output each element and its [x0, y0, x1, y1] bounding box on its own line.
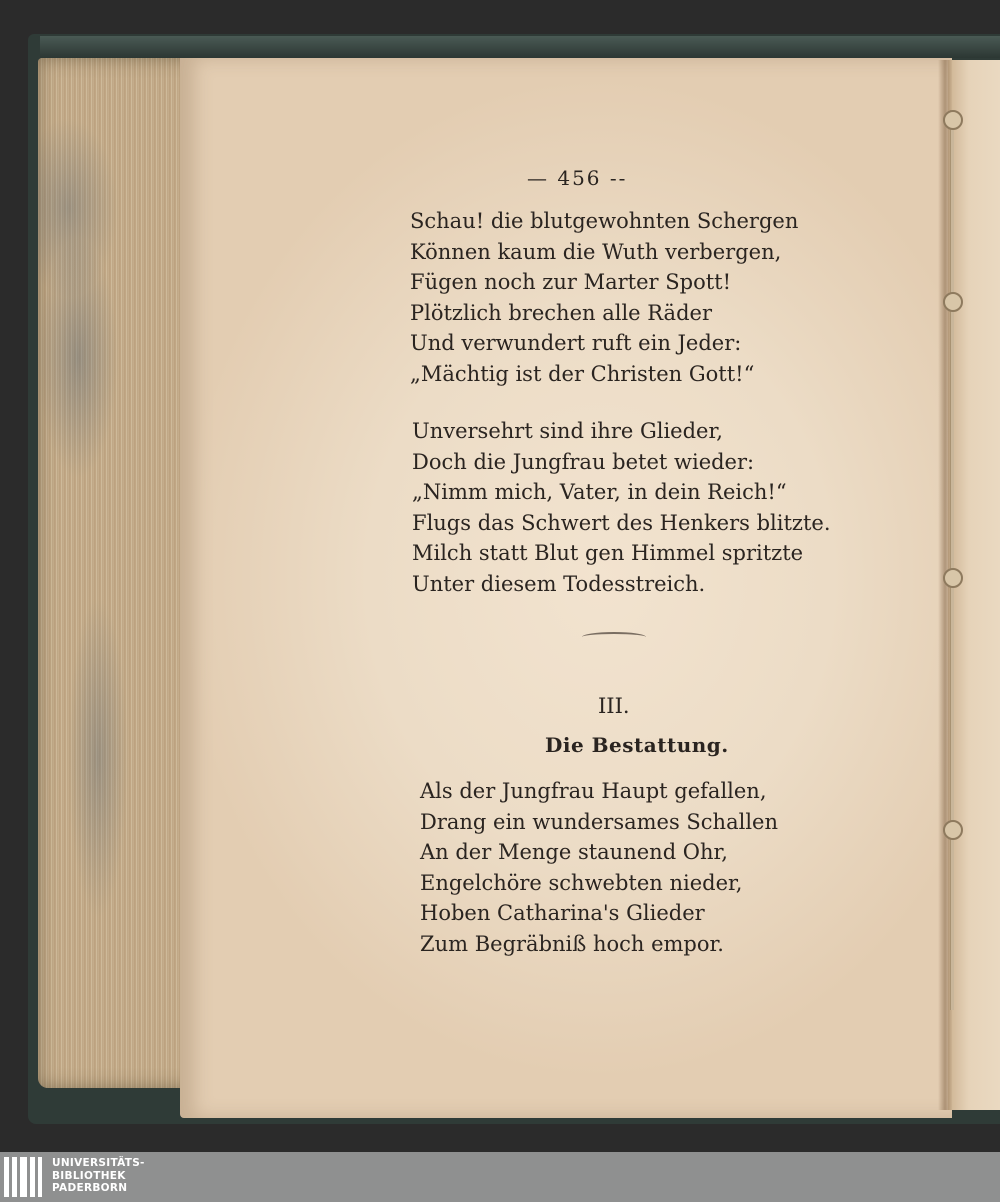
stanza-1	[410, 206, 798, 389]
library-footer-bar	[0, 1152, 1000, 1202]
verse-line: „Nimm mich, Vater, in dein Reich!“	[412, 480, 787, 504]
section-title: Die Bestattung.	[545, 733, 729, 757]
binding-knot	[943, 110, 963, 130]
binding-knot	[943, 568, 963, 588]
binding-knot	[943, 292, 963, 312]
verse-line: Milch statt Blut gen Himmel spritzte	[412, 541, 804, 565]
verse-line: Unter diesem Todesstreich.	[412, 571, 706, 596]
verse-line: Schau! die blutgewohnten Schergen	[410, 209, 799, 233]
verse-line: Zum Begräbniß hoch empor.	[420, 931, 724, 956]
verse-line: Fügen noch zur Marter Spott!	[410, 270, 732, 294]
binding-knot	[943, 820, 963, 840]
logo-line: PADERBORN	[52, 1182, 128, 1194]
binding-thread	[950, 110, 954, 1010]
verse-line: „Mächtig ist der Christen Gott!“	[410, 361, 755, 386]
library-logo-text	[52, 1157, 145, 1195]
logo-line: UNIVERSITÄTS-	[52, 1157, 145, 1169]
verse-line: Unversehrt sind ihre Glieder,	[412, 419, 723, 443]
verse-line: Engelchöre schwebten nieder,	[420, 870, 743, 895]
section-divider-ornament	[582, 632, 646, 642]
verse-line: Hoben Catharina's Glieder	[420, 901, 705, 925]
verse-line: Können kaum die Wuth verbergen,	[410, 239, 782, 264]
logo-line: BIBLIOTHEK	[52, 1169, 126, 1182]
stanza-3	[420, 776, 778, 959]
stanza-2	[412, 416, 831, 599]
verse-line: Als der Jungfrau Haupt gefallen,	[420, 779, 767, 803]
verse-line: An der Menge staunend Ohr,	[420, 840, 728, 864]
verse-line: Plötzlich brechen alle Räder	[410, 300, 712, 325]
page-number: — 456 --	[527, 166, 628, 190]
verse-line: Drang ein wundersames Schallen	[420, 809, 778, 834]
library-logo-icon	[4, 1157, 48, 1197]
section-number: III.	[598, 694, 630, 718]
verse-line: Und verwundert ruft ein Jeder:	[410, 331, 742, 355]
book-cover-top-edge	[40, 36, 1000, 58]
verse-line: Doch die Jungfrau betet wieder:	[412, 449, 755, 474]
verse-line: Flugs das Schwert des Henkers blitzte.	[412, 510, 831, 535]
